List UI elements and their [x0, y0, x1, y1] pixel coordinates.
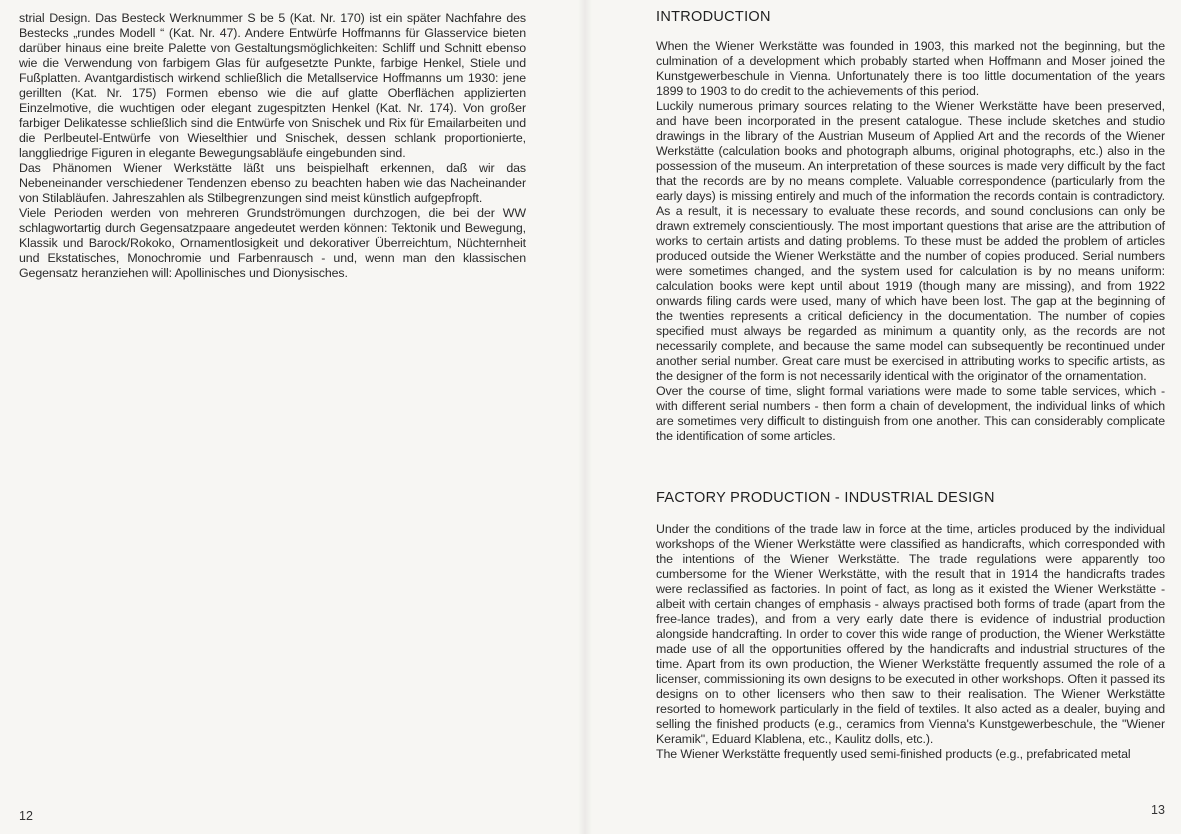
page-number-left: 12 [19, 809, 33, 823]
paragraph: Luckily numerous primary sources relating to the Wiener Werkstätte have been preserved, and have been incorporated in the present catalogue. These include sketches and studio drawings in the library of the Austrian Museum of Applied Art and the records of the Wiener Werkstätte (calculation books and photograph albums, original photographs, etc.) also in the possession of the museum. An interpretation of these sources is made very difficult by the fact that the records are by no means complete. Valuable correspondence (particularly from the early days) is missing entirely and much of the information the records contain is contradictory. As a result, it is necessary to evaluate these records, and sound conclusions can only be drawn extremely conscientiously. The most important questions that arise are the attribution of works to certain artists and dating problems. To these must be added the problem of articles produced outside the Wiener Werkstätte and the number of copies produced. Serial numbers were sometimes changed, and the system used for calculation is by no means uniform: calculation books were kept until about 1919 (though many are missing), and from 1922 onwards filing cards were used, many of which have been lost. The gap at the beginning of the twenties represents a critical deficiency in the documentation. The number of copies specified must always be regarded as minimum a quantity only, as the records are not necessarily complete, and because the same model can subsequently be recontinued under another serial number. Great care must be exercised in attributing works to specific artists, as the designer of the form is not necessarily identical with the originator of the ornamentation. [656, 99, 1165, 383]
left-page-text [19, 11, 526, 281]
paragraph: Viele Perioden werden von mehreren Grundströmungen durchzogen, die bei der WW schlagwortartig durch Gegensatzpaare angedeutet werden können: Tektonik und Bewegung, Klassik und Barock/Rokoko, Ornamentlosigkeit und dekorativer Überreichtum, Nüchternheit und Ekstatisches, Monochromie und Farbenrausch - und, wenn man den klassischen Gegensatz heranziehen will: Apollinisches und Dionysisches. [19, 206, 526, 280]
introduction-text [656, 39, 1165, 444]
paragraph: When the Wiener Werkstätte was founded in 1903, this marked not the beginning, but the culmination of a development which probably started when Hoffmann and Moser joined the Kunstgewerbeschule in Vienna. Unfortunately there is too little documentation of the years 1899 to 1903 to do credit to the achievements of this period. [656, 39, 1165, 98]
factory-production-heading: FACTORY PRODUCTION - INDUSTRIAL DESIGN [656, 490, 995, 506]
paragraph: Under the conditions of the trade law in force at the time, articles produced by the individual workshops of the Wiener Werkstätte were classified as handicrafts, which corresponded with the intentions of the Wiener Werkstätte. The trade regulations were apparently too cumbersome for the Wiener Werkstätte, with the result that in 1914 the handicrafts trades were reclassified as factories. In point of fact, as long as it existed the Wiener Werkstätte - albeit with certain changes of emphasis - always practised both forms of trade (apart from the free-lance trades), and from a very early date there is evidence of industrial production alongside handcrafting. In order to cover this wide range of production, the Wiener Werkstätte made use of all the opportunities offered by the handicrafts and industrial structures of the time. Apart from its own production, the Wiener Werkstätte frequently assumed the role of a licenser, commissioning its own designs to be executed in other workshops. Often it passed its designs on to other licensers who then saw to their realisation. The Wiener Werkstätte resorted to homework particularly in the field of textiles. It also acted as a dealer, buying and selling the finished products (e.g., ceramics from Vienna's Kunstgewerbeschule, the "Wiener Keramik", Eduard Klablena, etc., Kaulitz dolls, etc.). [656, 522, 1165, 746]
paragraph: Over the course of time, slight formal variations were made to some table services, which - with different serial numbers - then form a chain of development, the individual links of which are sometimes very difficult to distinguish from one another. This can considerably complicate the identification of some articles. [656, 384, 1165, 443]
paragraph: Das Phänomen Wiener Werkstätte läßt uns beispielhaft erkennen, daß wir das Nebeneinander verschiedener Tendenzen ebenso zu beachten haben wie das Nacheinander von Stilabläufen. Jahreszahlen als Stilbegrenzungen sind meist künstlich aufgepfropft. [19, 161, 526, 205]
right-page [590, 0, 1181, 834]
left-page [0, 0, 580, 834]
page-number-right: 13 [1151, 803, 1165, 817]
introduction-heading: INTRODUCTION [656, 9, 771, 25]
paragraph: The Wiener Werkstätte frequently used semi-finished products (e.g., prefabricated metal [656, 747, 1131, 761]
factory-production-text [656, 522, 1165, 762]
paragraph: strial Design. Das Besteck Werknummer S be 5 (Kat. Nr. 170) ist ein später Nachfahre des Bestecks „rundes Modell “ (Kat. Nr. 47). Andere Entwürfe Hoffmanns für Glasservice bieten darüber hinaus eine breite Palette von Gestaltungsmöglichkeiten: Schliff und Schnitt ebenso wie die Verwendung von farbigem Glas für aufgesetzte Punkte, farbige Henkel, Stiele und Fußplatten. Avantgardistisch wirkend schließlich die Metallservice Hoffmanns um 1930: jene gerillten (Kat. Nr. 175) Formen ebenso wie die auf glatte Oberflächen applizierten Einzelmotive, die wuchtigen oder elegant zugespitzten Henkel (Kat. Nr. 174). Von großer farbiger Delikatesse schließlich sind die Entwürfe von Snischek und Rix für Emailarbeiten und die Perlbeutel-Entwürfe von Wieselthier und Snischek, dessen schlank proportionierte, langgliedrige Figuren in elegante Bewegungsabläufe eingebunden sind. [19, 11, 526, 160]
